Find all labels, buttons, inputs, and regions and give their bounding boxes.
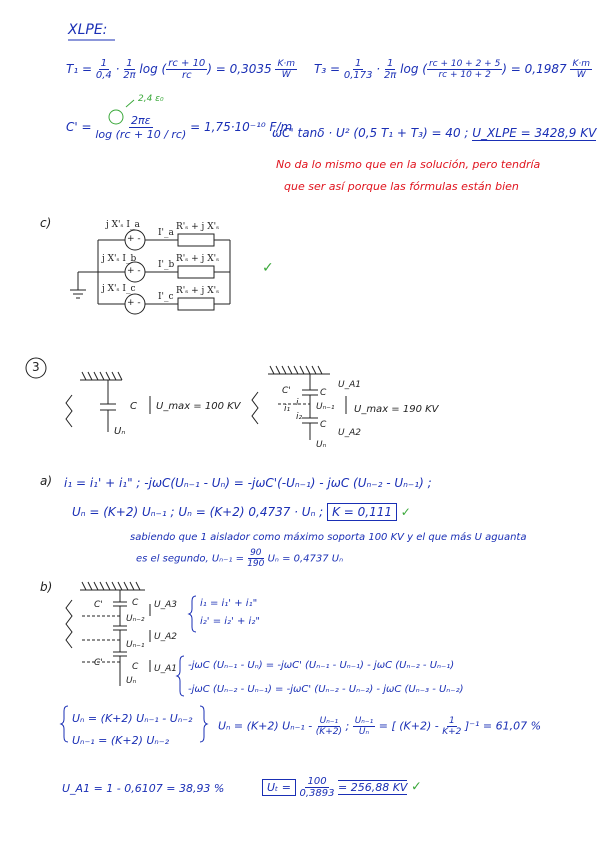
problem-number: 3 <box>32 360 40 374</box>
diag2-c1: C <box>320 388 327 398</box>
part-a-frac: $\frac{90}{190}$ <box>247 548 265 569</box>
part-c-label: c) <box>40 216 52 230</box>
note-line-2: que ser así porque las fórmulas están bien <box>284 180 519 193</box>
part-a-eq2: Uₙ = (K+2) Uₙ₋₁ ; Uₙ = (K+2) 0,4737 · Uₙ ; <box>72 505 324 519</box>
sol-sep: ; <box>345 719 350 733</box>
partb-ua1: U_A1 <box>154 664 177 674</box>
t3-left: T₃ = <box>314 62 341 76</box>
sol-end: ]⁻¹ = 61,07 % <box>464 719 542 733</box>
part-a-line2 <box>72 505 411 519</box>
c-equation <box>66 114 292 141</box>
eq-2: -jωC (Uₙ₋₂ - Uₙ₋₁) = -jωC' (Uₙ₋₂ - Uₙ₋₂) - jωC (Uₙ₋₃ - Uₙ₋₂) <box>188 684 464 695</box>
diag2-i1: i₁ <box>284 404 291 414</box>
partb-cprime-1: C' <box>94 600 103 610</box>
row-b-source: j X'ₛ I_b <box>102 254 137 264</box>
ut-left: Uₜ = <box>267 780 292 794</box>
t1-left: T₁ = <box>66 62 93 76</box>
solution-line <box>218 716 541 737</box>
power-equation <box>272 126 596 140</box>
t3-unit: $\frac{K\cdot m}{W}$ <box>572 59 591 80</box>
diag2-umax: U_max = 190 KV <box>354 404 439 415</box>
row-c-impedance: R'ₛ + j X'ₛ <box>176 286 220 296</box>
part-a-line4-end: Uₙ = 0,4737 Uₙ <box>267 553 344 565</box>
t3-log: log <box>400 62 419 76</box>
source-c-sign: + - <box>127 298 141 308</box>
row-a-source: j X'ₛ I_a <box>106 220 140 230</box>
t3-result: = 0,1987 <box>510 62 567 76</box>
partb-un: Uₙ <box>126 676 137 686</box>
diag2-ua1: U_A1 <box>338 380 361 390</box>
k-result-box: K = 0,111 <box>327 503 397 521</box>
sol-frac1: $\frac{\text{Uₙ₋₁}}{(K+2)}$ <box>315 716 342 737</box>
t1-result: = 0,3035 <box>215 62 272 76</box>
t1-unit: $\frac{K\cdot m}{W}$ <box>277 59 296 80</box>
eq-1: -jωC (Uₙ₋₁ - Uₙ) = -jωC' (Uₙ₋₁ - Uₙ₋₁) - jωC (Uₙ₋₂ - Uₙ₋₁) <box>188 660 455 671</box>
t1-frac1: $\frac{1}{0,4}$ <box>95 58 112 81</box>
partb-ua2: U_A2 <box>154 632 177 642</box>
row-b-current: I'_b <box>158 260 175 270</box>
check-icon: ✓ <box>410 779 422 795</box>
t1-equation: T₁ = $\frac{1}{0,4}$ · $\frac{1}{2\pi}$ log ( $\frac{rc + 10}{rc}$ ) = 0,3035 $\frac{K\cdot m}{W}$ <box>66 58 296 81</box>
diag1-un: Uₙ <box>114 426 126 437</box>
sol-right: = [ (K+2) - <box>378 719 439 733</box>
partb-cprime-2: C' <box>94 658 103 668</box>
eps-note: 2,4 ε₀ <box>138 94 164 104</box>
ut-box <box>262 779 296 796</box>
ut-line <box>262 776 422 799</box>
diag1-c: C <box>130 401 137 412</box>
check-icon: ✓ <box>400 505 411 519</box>
uxlpe-result: U_XLPE = 3428,9 KV <box>472 126 597 140</box>
source-a-sign: + - <box>127 234 141 244</box>
part-b-label: b) <box>40 580 53 594</box>
diag2-un: Uₙ <box>316 440 327 450</box>
diag2-unm1: Uₙ₋₁ <box>316 402 335 412</box>
part-a-line3: sabiendo que 1 aislador como máximo soporta 100 KV y el que más U aguanta <box>130 532 527 543</box>
t1-log: log <box>139 62 158 76</box>
three-phase-circuit <box>70 230 230 314</box>
currents-2: i₂' = i₂' + i₂" <box>200 616 260 627</box>
source-b-sign: + - <box>127 266 141 276</box>
partb-ua3: U_A3 <box>154 600 177 610</box>
diag2-cprime: C' <box>282 386 291 396</box>
diag2-c2: C <box>320 420 327 430</box>
row-b-impedance: R'ₛ + j X'ₛ <box>176 254 220 264</box>
row-a-impedance: R'ₛ + j X'ₛ <box>176 222 220 232</box>
t3-frac1: $\frac{1}{0,173}$ <box>343 58 373 81</box>
t1-frac2: $\frac{1}{2\pi}$ <box>123 58 136 81</box>
diag1-umax: U_max = 100 KV <box>156 401 241 412</box>
row-a-current: I'_a <box>158 228 174 238</box>
system-2: Uₙ₋₁ = (K+2) Uₙ₋₂ <box>72 734 170 747</box>
part-a-line1: i₁ = i₁' + i₁" ; -jωC(Uₙ₋₁ - Uₙ) = -jωC'(-Uₙ₋₁) - jωC (Uₙ₋₂ - Uₙ₋₁) ; <box>64 476 432 490</box>
t1-arg: $\frac{rc + 10}{rc}$ <box>168 58 206 81</box>
ua1-line: U_A1 = 1 - 0,6107 = 38,93 % <box>62 782 225 795</box>
partb-un1: Uₙ₋₁ <box>126 640 145 650</box>
diag2-ua2: U_A2 <box>338 428 361 438</box>
ut-result: = 256,88 KV <box>338 780 408 794</box>
diag2-i2: i₂ <box>296 412 303 422</box>
partb-un2: Uₙ₋₂ <box>126 614 145 624</box>
part-a-line4-start: es el segundo, Uₙ₋₁ = <box>136 553 245 565</box>
note-line-1: No da lo mismo que en la solución, pero tendría <box>276 158 541 171</box>
ut-frac: $\frac{100}{0,3893}$ <box>299 776 335 799</box>
t3-arg: $\frac{rc + 10 + 2 + 5}{rc + 10 + 2}$ <box>428 59 501 80</box>
part-a-label: a) <box>40 474 53 488</box>
row-c-source: j X'ₛ I_c <box>102 284 136 294</box>
diag2-i: i <box>296 398 299 408</box>
c-frac: $\frac{2\pi\varepsilon}{\log (rc + 10 / rc)}$ <box>95 114 187 141</box>
power-eq: ωC' tanδ · U² (0,5 T₁ + T₃) = 40 ; <box>272 126 469 140</box>
t3-frac2: $\frac{1}{2\pi}$ <box>383 58 397 81</box>
currents-1: i₁ = i₁' + i₁" <box>200 598 258 609</box>
check-icon: ✓ <box>262 260 274 276</box>
partb-c-1: C <box>132 598 139 608</box>
xlpe-title: XLPE: <box>68 22 108 38</box>
partb-c-2: C <box>132 662 139 672</box>
sol-frac3: $\frac{1}{K+2}$ <box>442 716 462 737</box>
t3-equation: T₃ = $\frac{1}{0,173}$ · $\frac{1}{2\pi}$ log ( $\frac{rc + 10 + 2 + 5}{rc + 10 + 2}$ ) = 0,1987 $\frac{K\cdot m}{W}$ <box>314 58 591 81</box>
sol-left: Uₙ = (K+2) Uₙ₋₁ - <box>218 719 313 733</box>
c-result: = 1,75·10⁻¹⁰ F/m <box>190 120 293 134</box>
c-left: C' = <box>66 120 92 134</box>
part-a-line4 <box>136 548 343 569</box>
system-1: Uₙ = (K+2) Uₙ₋₁ - Uₙ₋₂ <box>72 712 193 725</box>
sol-frac2: $\frac{\text{Uₙ₋₁}}{\text{Uₙ}}$ <box>354 716 374 737</box>
row-c-current: I'_c <box>158 292 174 302</box>
